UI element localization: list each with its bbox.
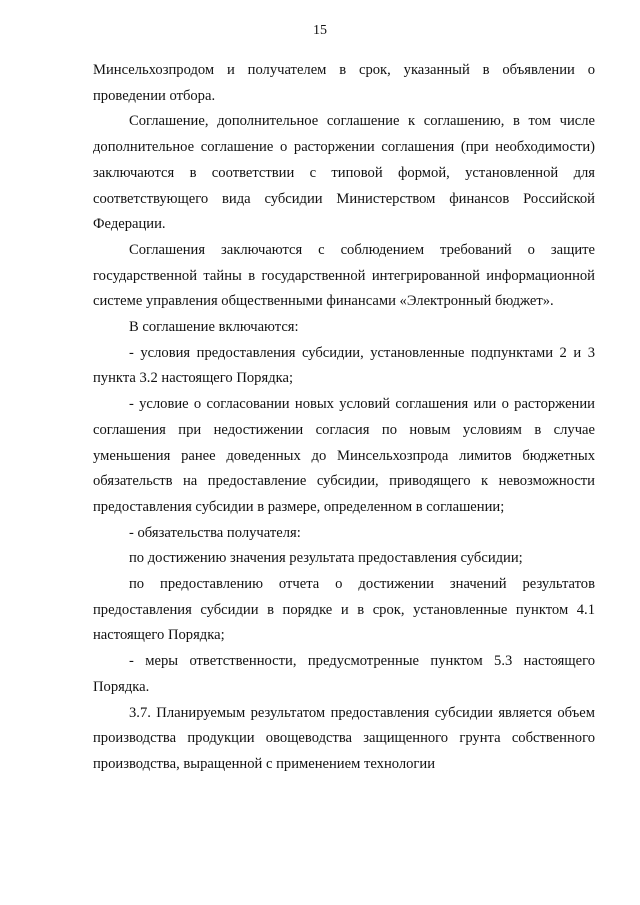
paragraph-state-secret: Соглашения заключаются с соблюдением требований о защите государственной тайны в государственной интегрированной информационной системе управления общественными финансами «Электронный бюджет».	[93, 241, 595, 310]
document-body	[93, 58, 595, 778]
page-number: 15	[313, 23, 327, 38]
list-item-liability: - меры ответственности, предусмотренные пунктом 5.3 настоящего Порядка.	[93, 653, 595, 695]
list-item-new-conditions: - условие о согласовании новых условий соглашения или о расторжении соглашения при недостижении согласия по новым условиям в случае уменьшения ранее доведенных до Минсельхозпрода лимитов бюджетных обязательств на предоставление субсидии, приводящего к невозможности предоставления субсидии в размере, определенном в соглашении;	[93, 396, 595, 515]
paragraph-agreement-form: Соглашение, дополнительное соглашение к соглашению, в том числе дополнительное соглашение о расторжении соглашения (при необходимости) заключаются в соответствии с типовой формой, установленной для соответствующего вида субсидии Министерством финансов Российской Федерации.	[93, 113, 595, 233]
list-item-conditions: - условия предоставления субсидии, установленные подпунктами 2 и 3 пункта 3.2 настоящего Порядка;	[93, 344, 595, 387]
paragraph-section-3-7: 3.7. Планируемым результатом предоставления субсидии является объем производства продукции овощеводства защищенного грунта собственного производства, выращенной с применением технологии	[93, 704, 595, 772]
paragraph-agreement-includes: В соглашение включаются:	[129, 319, 299, 336]
list-item-obligations: - обязательства получателя:	[129, 524, 301, 541]
obligation-report: по предоставлению отчета о достижении значений результатов предоставления субсидии в порядке и в срок, установленные пунктом 4.1 настоящего Порядка;	[93, 576, 595, 644]
obligation-result: по достижению значения результата предоставления субсидии;	[129, 550, 523, 567]
paragraph-continuation: Минсельхозпродом и получателем в срок, указанный в объявлении о проведении отбора.	[93, 62, 595, 104]
